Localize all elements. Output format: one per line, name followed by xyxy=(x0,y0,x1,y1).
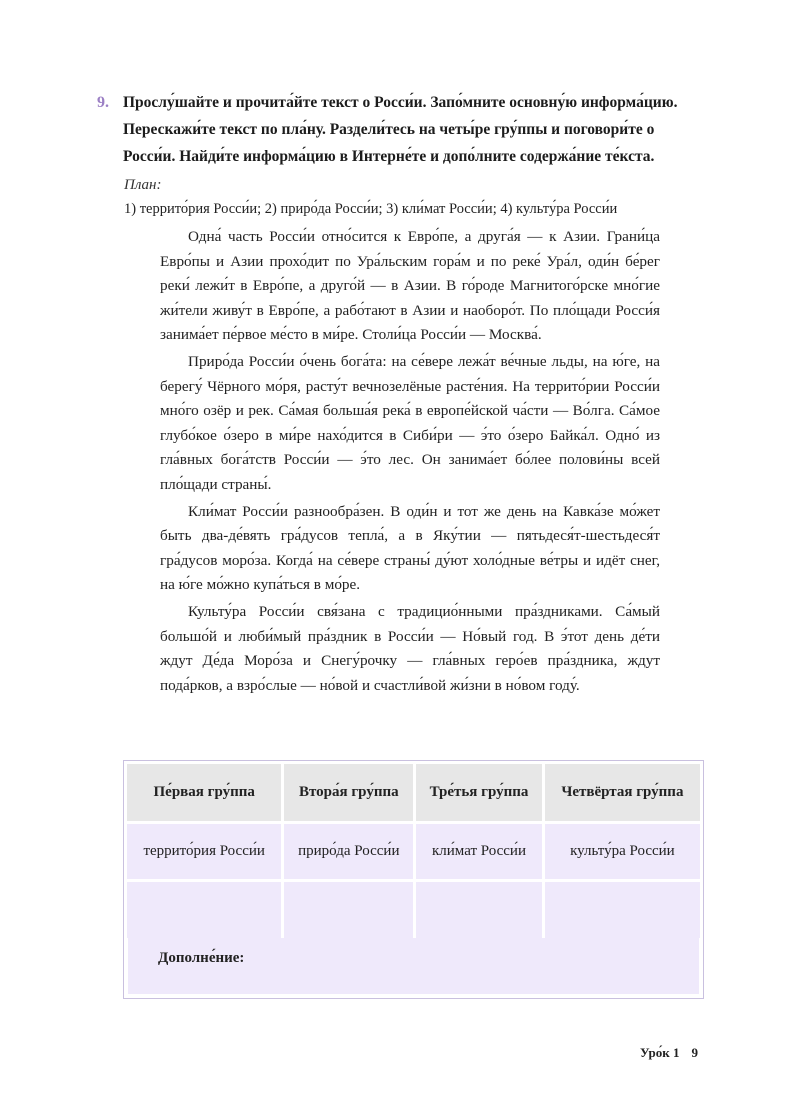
supplement-row[interactable] xyxy=(128,938,699,994)
table-header-cell: Четвёртая гру́ппа xyxy=(545,764,700,821)
instruction-line: Перескажи́те текст по пла́ну. Раздели́тесь на четы́ре гру́ппы и поговори́те о xyxy=(123,121,655,138)
table-cell: кли́мат Росси́и xyxy=(416,824,542,879)
paragraph-territory: Одна́ часть Росси́и отно́сится к Евро́пе, а друга́я — к Азии. Грани́ца Евро́пы и Азии прохо́дит по Ура́льским гора́м и по реке́ Ура́л, оди́н бе́рег реки́ лежи́т в Евро́пе, а друго́й — в Азии. В го́роде Магнитого́рске мно́гие жи́тели живу́т в Евро́пе, а рабо́тают в Азии и наоборо́т. По пло́щади Росси́я занима́ет пе́рвое ме́сто в ми́ре. Столи́ца Росси́и — Москва́. xyxy=(160,228,660,344)
table-row-blank xyxy=(127,882,700,938)
table-cell: террито́рия Росси́и xyxy=(127,824,281,879)
instruction-line: Росси́и. Найди́те информа́цию в Интерне́те и допо́лните содержа́ние те́кста. xyxy=(123,148,655,165)
reading-text xyxy=(160,225,660,700)
plan-title: План: xyxy=(124,177,162,193)
page-number: 9 xyxy=(691,1045,698,1060)
group-table xyxy=(123,760,704,999)
table-header-cell: Втора́я гру́ппа xyxy=(284,764,413,821)
paragraph-nature: Приро́да Росси́и о́чень бога́та: на се́вере лежа́т ве́чные льды, на ю́ге, на берегу́ Чёрного мо́ря, расту́т вечнозелёные расте́ния. На террито́рии Росси́и мно́го озёр и рек. Са́мая больша́я река́ в европе́йской ча́сти — Во́лга. Са́мое глубо́кое о́зеро в ми́ре нахо́дится в Сиби́ри — э́то о́зеро Байка́л. Одно́ из гла́вных бога́тств Росси́и — э́то лес. Он занима́ет бо́лее полови́ны всей пло́щади страны́. xyxy=(160,352,660,493)
exercise-instructions xyxy=(123,89,677,170)
table-cell-blank[interactable] xyxy=(416,882,542,938)
table-cell: культу́ра Росси́и xyxy=(545,824,700,879)
exercise-task xyxy=(97,89,717,170)
table-cell: приро́да Росси́и xyxy=(284,824,413,879)
instruction-line: Прослу́шайте и прочита́йте текст о Росси́и. Запо́мните основну́ю информа́цию. xyxy=(123,94,678,111)
table-row xyxy=(127,824,700,879)
table-header-row xyxy=(127,764,700,821)
paragraph-culture: Культу́ра Росси́и свя́зана с традицио́нными пра́здниками. Са́мый большо́й и люби́мый пра́здник в Росси́и — Но́вый год. В э́тот день де́ти ждут Де́да Моро́за и Снегу́рочку — гла́вных геро́ев пра́здника, ждут пода́рков, а взро́слые — но́вой и счастли́вой жи́зни в но́вом году́. xyxy=(160,602,660,694)
plan-items: 1) террито́рия Росси́и; 2) приро́да Росси́и; 3) кли́мат Росси́и; 4) культу́ра Росси́и xyxy=(124,201,618,217)
table-header-cell: Пе́рвая гру́ппа xyxy=(127,764,281,821)
table-cell-blank[interactable] xyxy=(284,882,413,938)
supplement-label: Дополне́ние: xyxy=(158,950,245,966)
table-cell-blank[interactable] xyxy=(127,882,281,938)
table-header-cell: Тре́тья гру́ппа xyxy=(416,764,542,821)
paragraph-climate: Кли́мат Росси́и разнообра́зен. В оди́н и тот же день на Кавка́зе мо́жет быть два-де́вять гра́дусов тепла́, а в Яку́тии — пятьдеся́т-шестьдеся́т гра́дусов моро́за. Когда́ на се́вере страны́ ду́ют холо́дные ве́тры и идёт снег, на ю́ге мо́жно купа́ться в мо́ре. xyxy=(160,502,660,594)
page-footer xyxy=(640,1045,698,1061)
table-cell-blank[interactable] xyxy=(545,882,700,938)
exercise-number: 9. xyxy=(97,94,109,111)
lesson-label: Уро́к 1 xyxy=(640,1045,680,1060)
